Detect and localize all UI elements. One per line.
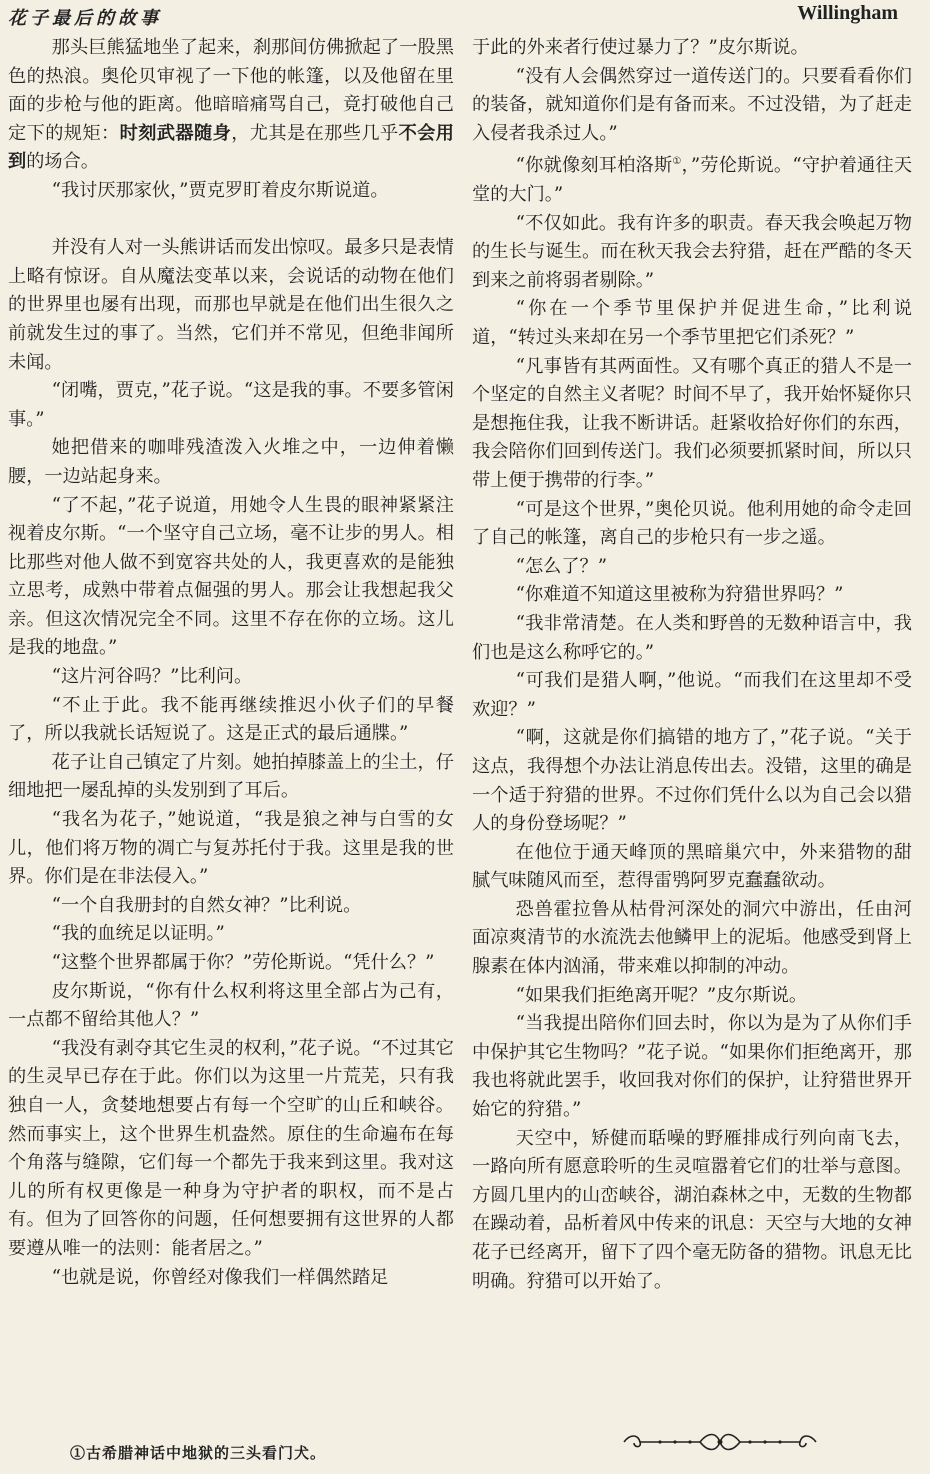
paragraph: “你难道不知道这里被称为狩猎世界吗？” <box>515 584 844 606</box>
paragraph: “可我们是猎人啊，”他说。“而我们在这里却不受欢迎？” <box>472 670 912 720</box>
paragraph: “没有人会偶然穿过一道传送门的。只要看看你们的装备，就知道你们是有备而来。不过没错，为了赶走入侵者我杀过人。” <box>472 65 912 144</box>
end-ornament-icon <box>620 1432 820 1452</box>
paragraph: 在他位于通天峰顶的黑暗巢穴中，外来猎物的甜腻气味随风而至，惹得雷鸮阿罗克蠢蠢欲动。 <box>472 841 912 892</box>
footnote: ①古希腊神话中地狱的三头看门犬。 <box>70 1444 327 1462</box>
paragraph: “了不起，”花子说道，用她令人生畏的眼神紧紧注视着皮尔斯。“一个坚守自己立场，毫不让步的男人。相比那些对他人做不到宽容共处的人，我更喜欢的是能独立思考，成熟中带着点倔强的男人。那会让我想起我父亲。但这次情况完全不同。这里不存在你的立场。这儿是我的地盘。” <box>8 494 454 659</box>
paragraph: 花子让自己镇定了片刻。她拍掉膝盖上的尘土，仔细地把一屡乱掉的头发别到了耳后。 <box>8 751 454 802</box>
paragraph: “我非常清楚。在人类和野兽的无数种语言中，我们也是这么称呼它的。” <box>472 612 912 663</box>
paragraph: “如果我们拒绝离开呢？”皮尔斯说。 <box>515 984 808 1006</box>
paragraph: “闭嘴，贾克，”花子说。“这是我的事。不要多管闲事。” <box>8 380 454 430</box>
paragraph: 她把借来的咖啡残渣泼入火堆之中，一边伸着懒腰，一边站起身来。 <box>8 437 454 487</box>
paragraph: “可是这个世界，”奥伦贝说。他利用她的命令走回了自己的帐篷，离自己的步枪只有一步之遥。 <box>472 498 912 549</box>
paragraph: 天空中，矫健而聒噪的野雁排成行列向南飞去，一路向所有愿意聆听的生灵喧嚣着它们的壮举与意图。方圆几里内的山峦峡谷，湖泊森林之中，无数的生物都在躁动着，品析着风中传来的讯息：天空与大地的女神花子已经离开，留下了四个毫无防备的猎物。讯息无比明确。狩猎可以开始了。 <box>472 1127 912 1292</box>
footnote-marker: ① <box>672 156 682 168</box>
paragraph: 恐兽霍拉鲁从枯骨河深处的洞穴中游出，任由河面凉爽清节的水流洗去他鳞甲上的泥垢。他感受到肾上腺素在体内汹涌，带来难以抑制的冲动。 <box>472 898 912 978</box>
paragraph: “不止于此。我不能再继续推迟小伙子们的早餐了，所以我就长话短说了。这是正式的最后通牒。” <box>8 694 454 745</box>
paragraph: “也就是说，你曾经对像我们一样偶然踏足 <box>51 1266 389 1288</box>
paragraph: “你就像刻耳柏洛斯①，”劳伦斯说。“守护着通往天堂的大门。” <box>472 155 913 206</box>
running-author: Willingham <box>797 2 898 24</box>
paragraph: 那头巨熊猛地坐了起来，刹那间仿佛掀起了一股黑色的热浪。奥伦贝审视了一下他的帐篷，以及他留在里面的步枪与他的距离。他暗暗痛骂自己，竟打破他自己定下的规矩：时刻武器随身，尤其是在那些几乎不会用到的场合。 <box>8 37 454 173</box>
paragraph: “当我提出陪你们回去时，你以为是为了从你们手中保护其它生物吗？”花子说。“如果你们拒绝离开，那我也将就此罢手，收回我对你们的保护，让狩猎世界开始它的狩猎。” <box>472 1013 912 1121</box>
paragraph: “你在一个季节里保护并促进生命，”比利说道，“转过头来却在另一个季节里把它们杀死？” <box>472 298 912 348</box>
paragraph: 皮尔斯说，“你有什么权利将这里全部占为己有，一点都不留给其他人？” <box>8 980 454 1031</box>
right-column <box>472 34 912 1296</box>
paragraph: “这片河谷吗？”比利问。 <box>51 666 253 688</box>
paragraph: 并没有人对一头熊讲话而发出惊叹。最多只是表情上略有惊讶。自从魔法变革以来，会说话的动物在他们的世界里也屡有出现，而那也早就是在他们出生很久之前就发生过的事了。当然，它们并不常见，但绝非闻所未闻。 <box>8 237 454 373</box>
paragraph: “凡事皆有其两面性。又有哪个真正的猎人不是一个坚定的自然主义者呢？时间不早了，我开始怀疑你只是想拖住我，让我不断讲话。赶紧收拾好你们的东西，我会陪你们回到传送门。我们必须要抓紧时间，所以只带上便于携带的行李。” <box>472 355 912 491</box>
paragraph: “一个自我册封的自然女神？”比利说。 <box>51 894 362 916</box>
paragraph: “我讨厌那家伙，”贾克罗盯着皮尔斯说道。 <box>51 179 389 201</box>
left-column <box>8 34 454 1292</box>
paragraph: “我的血统足以证明。” <box>51 923 225 945</box>
paragraph: “啊，这就是你们搞错的地方了，”花子说。“关于这点，我得想个办法让消息传出去。没错，这里的确是一个适于狩猎的世界。不过你们凭什么以为自己会以猎人的身份登场呢？” <box>472 727 912 835</box>
paragraph: “这整个世界都属于你？”劳伦斯说。“凭什么？” <box>51 952 435 973</box>
running-title: 花子最后的故事 <box>8 8 162 29</box>
paragraph: 于此的外来者行使过暴力了？”皮尔斯说。 <box>472 37 809 58</box>
paragraph: “我没有剥夺其它生灵的权利，”花子说。“不过其它的生灵早已存在于此。你们以为这里一片荒芜，只有我独自一人，贪婪地想要占有每一个空旷的山丘和峡谷。然而事实上，这个世界生机盎然。原住的生命遍布在每个角落与缝隙，它们每一个都先于我来到这里。我对这儿的所有权更像是一种身为守护者的职权，而不是占有。但为了回答你的问题，任何想要拥有这世界的人都要遵从唯一的法则：能者居之。” <box>8 1037 454 1259</box>
paragraph: “我名为花子，”她说道，“我是狼之神与白雪的女儿，他们将万物的凋亡与复苏托付于我。这里是我的世界。你们是在非法侵入。” <box>8 809 454 888</box>
paragraph: “怎么了？” <box>515 555 608 577</box>
paragraph: “不仅如此。我有许多的职责。春天我会唤起万物的生长与诞生。而在秋天我会去狩猎，赶在严酷的冬天到来之前将弱者剔除。” <box>472 212 912 291</box>
